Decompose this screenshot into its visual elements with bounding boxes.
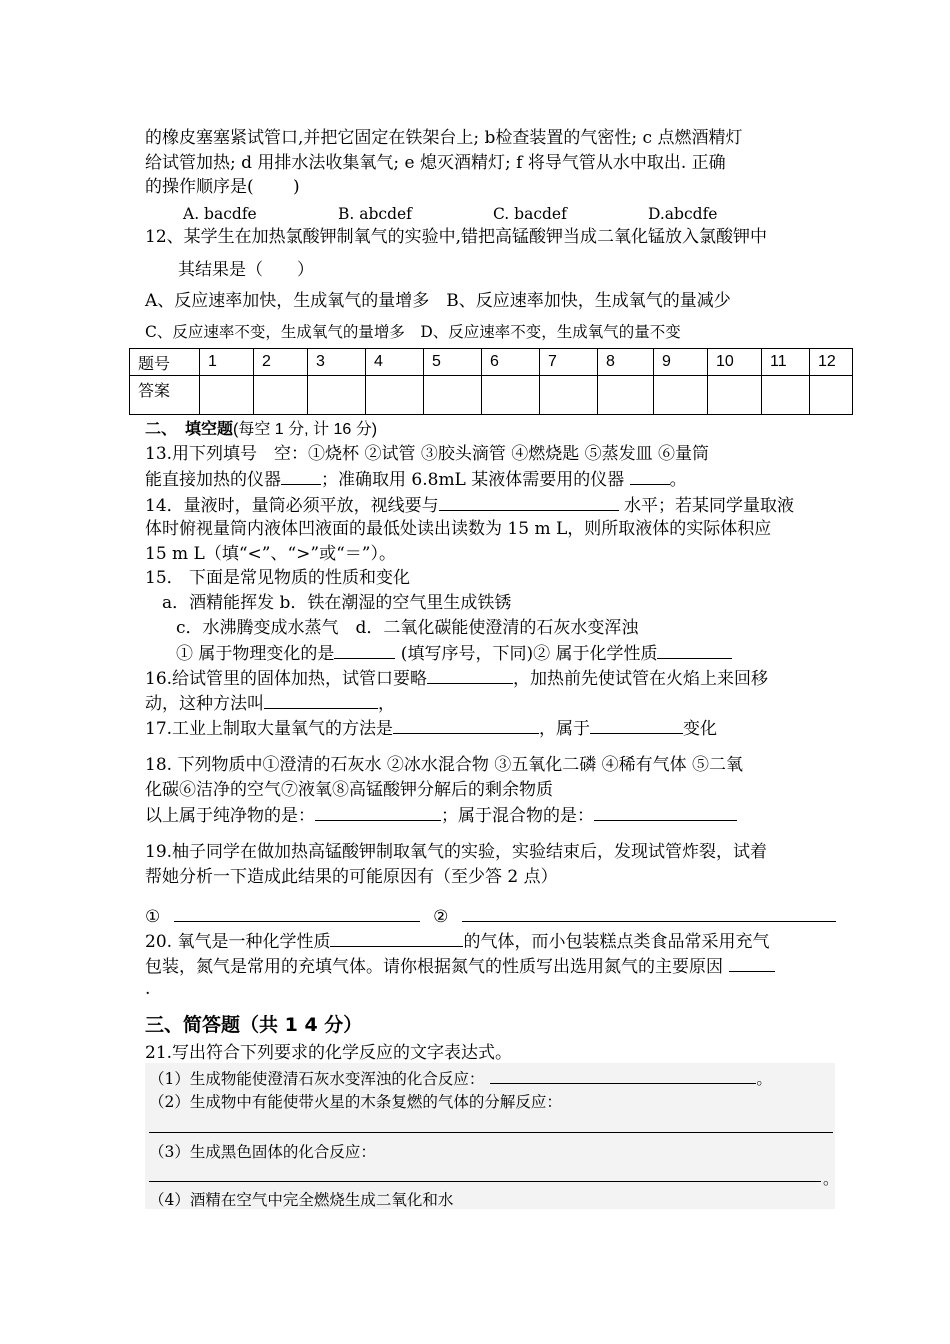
answer-cell[interactable] xyxy=(762,376,810,415)
answer-table xyxy=(129,348,853,415)
q16-text-b2: ， xyxy=(378,694,395,714)
answer-blank[interactable] xyxy=(630,467,670,485)
q17-text-a: 17.工业上制取大量氧气的方法是 xyxy=(145,719,394,739)
q17-text-c: 变化 xyxy=(683,719,718,739)
answer-blank[interactable] xyxy=(393,716,539,734)
answer-cell[interactable] xyxy=(598,376,654,415)
q16-text-b: ，加热前先使试管在火焰上来回移 xyxy=(513,669,769,689)
q16-line2 xyxy=(145,691,395,715)
q15-line2: a．酒精能挥发 b．铁在潮湿的空气里生成铁锈 xyxy=(162,593,512,613)
q11-line3: 的操作顺序是( ) xyxy=(145,177,300,197)
q21-part1 xyxy=(149,1066,772,1090)
answer-blank[interactable] xyxy=(729,954,775,972)
answer-cell[interactable] xyxy=(366,376,424,415)
q18-line1: 18. 下列物质中①澄清的石灰水 ②冰水混合物 ③五氧化二磷 ④稀有气体 ⑤二氧 xyxy=(145,755,744,775)
table-col-5: 5 xyxy=(424,349,482,376)
answer-blank[interactable] xyxy=(315,803,441,821)
answer-blank[interactable] xyxy=(490,1066,756,1084)
q20-text-b: 的气体，而小包装糕点类食品常采用充气 xyxy=(463,932,770,952)
q13-text-c: 。 xyxy=(669,470,687,490)
answer-cell[interactable] xyxy=(254,376,308,415)
q12-option-cd: C、反应速率不变，生成氧气的量增多 D、反应速率不变，生成氧气的量不变 xyxy=(145,323,681,341)
q19-mark-1: ① xyxy=(145,907,161,927)
answer-cell[interactable] xyxy=(810,376,853,415)
answer-blank[interactable] xyxy=(657,641,732,659)
q11-option-c: C. bacdef xyxy=(493,205,567,223)
q14-text-a: 14．量液时，量筒必须平放，视线要与 xyxy=(145,496,439,516)
q13-line2 xyxy=(145,467,687,491)
q12-line2: 其结果是（ ） xyxy=(178,260,314,280)
q15-line1: 15． 下面是常见物质的性质和变化 xyxy=(145,568,411,588)
section2-title: 二、 填空题 xyxy=(145,419,234,438)
answer-blank[interactable] xyxy=(439,493,619,511)
q16-text-a: 16.给试管里的固体加热，试管口要略 xyxy=(145,669,428,689)
q21-part2: （2）生成物中有能使带火星的木条复燃的气体的分解反应： xyxy=(149,1093,562,1111)
table-header-answer: 答案 xyxy=(130,376,200,415)
q11-option-d: D.abcdfe xyxy=(648,205,718,223)
q12-option-ab: A、反应速率加快，生成氧气的量增多 B、反应速率加快，生成氧气的量减少 xyxy=(145,291,731,311)
q11-line1: 的橡皮塞塞紧试管口,并把它固定在铁架台上; b检查装置的气密性; c 点燃酒精灯 xyxy=(145,128,743,148)
q12-line1: 12、某学生在加热氯酸钾制氧气的实验中,错把高锰酸钾当成二氧化锰放入氯酸钾中 xyxy=(145,227,768,247)
table-col-6: 6 xyxy=(482,349,540,376)
q14-text-b: 水平；若某同学量取液 xyxy=(618,496,795,516)
q14-line3: 15 m L（填“<”、“>”或“＝”）。 xyxy=(145,544,396,564)
answer-blank[interactable] xyxy=(334,641,395,659)
q15-text-a: ① 属于物理变化的是 xyxy=(176,644,335,664)
table-col-10: 10 xyxy=(708,349,762,376)
section2-heading xyxy=(145,418,377,441)
q16-line1 xyxy=(145,666,768,690)
answer-cell[interactable] xyxy=(708,376,762,415)
q19-mark-2: ② xyxy=(433,907,449,927)
table-col-2: 2 xyxy=(254,349,308,376)
q20-line1 xyxy=(145,929,769,953)
q18-line2: 化碳⑥洁净的空气⑦液氧⑧高锰酸钾分解后的剩余物质 xyxy=(145,780,553,800)
table-col-4: 4 xyxy=(366,349,424,376)
q21-part4: （4）酒精在空气中完全燃烧生成二氧化和水 xyxy=(149,1191,454,1209)
q16-text-a2: 动，这种方法叫 xyxy=(145,694,264,714)
section2-note: (每空 1 分, 计 16 分) xyxy=(233,421,378,438)
answer-blank[interactable] xyxy=(462,904,836,922)
q18-text-b: ；属于混合物的是： xyxy=(441,806,594,826)
q11-line2: 给试管加热; d 用排水法收集氧气; e 熄灭酒精灯; f 将导气管从水中取出. 正确 xyxy=(145,153,726,173)
q21-part1-end: 。 xyxy=(756,1070,772,1088)
q21-line1: 21.写出符合下列要求的化学反应的文字表达式。 xyxy=(145,1043,513,1063)
q20-line2 xyxy=(145,954,775,978)
q20-text-a: 20. 氧气是一种化学性质 xyxy=(145,932,331,952)
table-col-12: 12 xyxy=(810,349,853,376)
q19-line2: 帮她分析一下造成此结果的可能原因有（至少答 2 点） xyxy=(145,867,558,887)
q20-line3: . xyxy=(145,979,151,999)
section3-heading: 三、简答题（共 1 4 分） xyxy=(145,1014,363,1036)
q15-line3: c．水沸腾变成水蒸气 d．二氧化碳能使澄清的石灰水变浑浊 xyxy=(176,618,639,638)
answer-line[interactable] xyxy=(149,1132,833,1133)
q19-line1: 19.柚子同学在做加热高锰酸钾制取氧气的实验，实验结束后，发现试管炸裂，试着 xyxy=(145,842,768,862)
answer-cell[interactable] xyxy=(424,376,482,415)
q19-answers xyxy=(145,904,836,928)
answer-blank[interactable] xyxy=(590,716,683,734)
table-header-question: 题号 xyxy=(130,349,200,376)
q11-option-a: A. bacdfe xyxy=(183,205,257,223)
q14-line1 xyxy=(145,493,794,517)
q13-line1: 13.用下列填号 空：①烧杯 ②试管 ③胶头滴管 ④燃烧匙 ⑤蒸发皿 ⑥量筒 xyxy=(145,444,710,464)
q17-line xyxy=(145,716,717,740)
answer-blank[interactable] xyxy=(281,467,321,485)
q17-text-b: ，属于 xyxy=(539,719,591,739)
answer-blank[interactable] xyxy=(264,691,378,709)
q21-part1-text: （1）生成物能使澄清石灰水变浑浊的化合反应： xyxy=(149,1070,485,1088)
q20-text-c: 包装，氮气是常用的充填气体。请你根据氮气的性质写出选用氮气的主要原因 xyxy=(145,957,723,977)
answer-cell[interactable] xyxy=(308,376,366,415)
table-col-9: 9 xyxy=(654,349,708,376)
table-col-1: 1 xyxy=(200,349,254,376)
table-col-3: 3 xyxy=(308,349,366,376)
answer-line[interactable] xyxy=(149,1181,821,1182)
q11-options xyxy=(183,203,803,225)
q14-line2: 体时俯视量筒内液体凹液面的最低处读出读数为 15 m L，则所取液体的实际体积应 xyxy=(145,519,772,539)
q21-part3: （3）生成黑色固体的化合反应： xyxy=(149,1143,376,1161)
table-col-7: 7 xyxy=(540,349,598,376)
q18-line3 xyxy=(145,803,737,827)
q13-text-a: 能直接加热的仪器 xyxy=(145,470,281,490)
q15-line4 xyxy=(176,641,732,665)
q21-part3-end: 。 xyxy=(823,1170,839,1188)
answer-cell[interactable] xyxy=(540,376,598,415)
answer-cell[interactable] xyxy=(482,376,540,415)
q13-text-b: ；准确取用 6.8mL 某液体需要用的仪器 xyxy=(321,470,630,490)
q15-text-b: (填写序号，下同)② 属于化学性质 xyxy=(395,644,658,664)
answer-cell[interactable] xyxy=(654,376,708,415)
answer-blank[interactable] xyxy=(174,904,420,922)
answer-blank[interactable] xyxy=(427,666,513,684)
q18-text-a: 以上属于纯净物的是： xyxy=(145,806,315,826)
answer-cell[interactable] xyxy=(200,376,254,415)
table-col-8: 8 xyxy=(598,349,654,376)
q11-option-b: B. abcdef xyxy=(338,205,412,223)
answer-blank[interactable] xyxy=(330,929,463,947)
answer-blank[interactable] xyxy=(594,803,737,821)
table-col-11: 11 xyxy=(762,349,810,376)
